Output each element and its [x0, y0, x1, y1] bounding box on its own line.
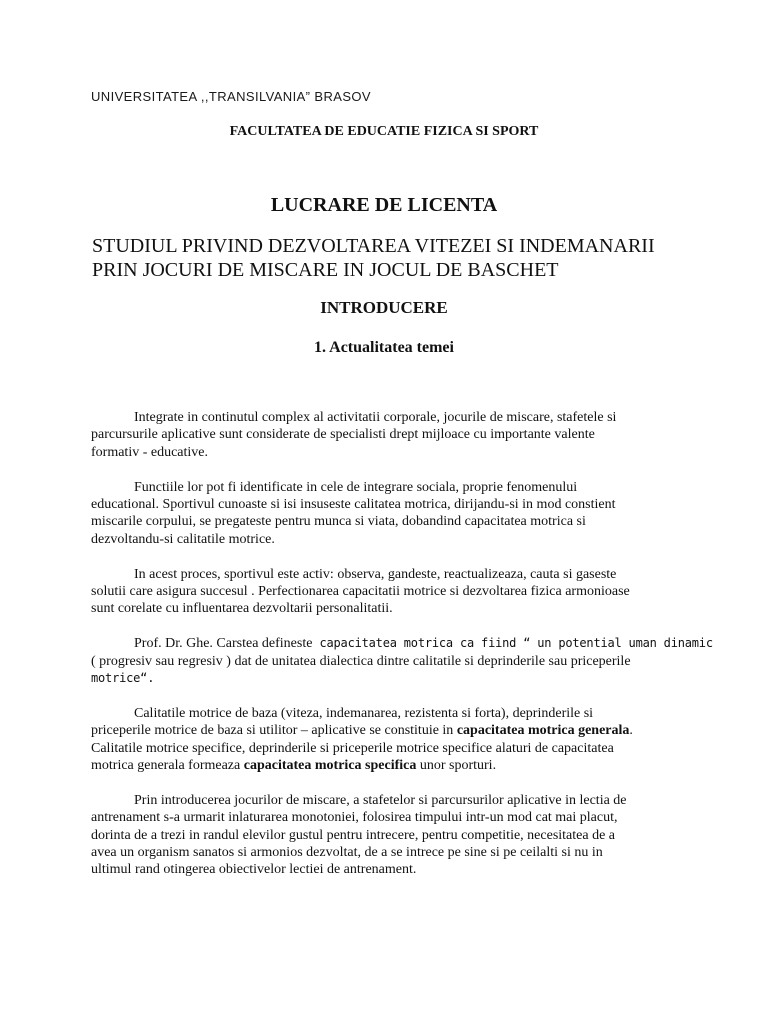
thesis-title — [92, 234, 692, 282]
paragraph-line: dorinta de a trezi in randul elevilor gustul pentru intrecere, pentru competitie, necesitatea de a — [91, 827, 616, 843]
paragraph-line: antrenament s-a urmarit inlaturarea monotoniei, folosirea timpului intr-un mod cat mai placut, — [91, 810, 618, 826]
paragraph-line — [91, 757, 681, 774]
paragraph-line: Calitatile motrice specifice, deprinderile si priceperile motrice specifice alaturi de capacitatea — [91, 740, 614, 756]
bold-term-capacitatea-motrica-generala: capacitatea motrica generala — [456, 723, 630, 739]
paragraph-line: sunt corelate cu influentarea dezvoltarii personalitatii. — [91, 601, 393, 617]
paragraph-line — [91, 635, 713, 652]
paragraph-line: miscarile corpului, se pregateste pentru munca si viata, dobandind capacitatea motrica si — [91, 514, 586, 530]
paragraph-line: formativ - educative. — [91, 444, 209, 460]
quote-attribution: Prof. Dr. Ghe. Carstea defineste — [134, 636, 313, 652]
paragraph-line: Calitatile motrice de baza (viteza, indemanarea, rezistenta si forta), deprinderile si — [134, 705, 594, 721]
paragraph-line: dezvoltandu-si calitatile motrice. — [91, 531, 275, 547]
paragraph-4 — [91, 635, 713, 687]
body-text — [91, 409, 713, 896]
university-name: UNIVERSITATEA ,,TRANSILVANIA” BRASOV — [91, 89, 371, 104]
paragraph-5 — [91, 705, 681, 775]
paragraph-2 — [91, 479, 681, 549]
paragraph-1 — [91, 409, 681, 461]
paragraph-line: solutii care asigura succesul . Perfectionarea capacitatii motrice si dezvoltarea fizica armonioase — [91, 584, 630, 600]
inline-text: motrica generala formeaza — [91, 758, 244, 774]
subsection-heading-actualitatea-temei: 1. Actualitatea temei — [314, 339, 454, 356]
paragraph-line — [91, 722, 681, 739]
inline-text: . — [629, 723, 633, 739]
paragraph-line: educational. Sportivul cunoaste si isi insuseste calitatea motrica, dirijandu-si in mod constient — [91, 497, 616, 513]
paragraph-line: motrice“. — [91, 671, 155, 686]
inline-text: priceperile motrice de baza si utilitor – aplicative se constituie in — [91, 723, 457, 739]
paragraph-line: avea un organism sanatos si armonios dezvoltat, de a se intrece pe sine si pe ceilalti si nu in — [91, 845, 603, 861]
inline-text: unor sporturi. — [416, 758, 497, 774]
paragraph-line: In acest proces, sportivul este activ: observa, gandeste, reactualizeaza, cauta si gaseste — [134, 566, 617, 582]
section-heading-introducere: INTRODUCERE — [320, 298, 448, 317]
paragraph-line: ultimul rand otingerea obiectivelor lectiei de antrenament. — [91, 862, 417, 878]
paragraph-line: Prin introducerea jocurilor de miscare, a stafetelor si parcursurilor aplicative in lectia de — [134, 792, 627, 808]
paragraph-line: parcursurile aplicative sunt considerate de specialisti drept mijloace cu importante valente — [91, 427, 595, 443]
paragraph-line: Integrate in continutul complex al activitatii corporale, jocurile de miscare, stafetele si — [134, 410, 617, 425]
thesis-title-line-1: STUDIUL PRIVIND DEZVOLTAREA VITEZEI SI INDEMANARII — [92, 235, 655, 257]
thesis-title-line-2: PRIN JOCURI DE MISCARE IN JOCUL DE BASCHET — [92, 259, 559, 281]
faculty-name: FACULTATEA DE EDUCATIE FIZICA SI SPORT — [229, 124, 539, 139]
quote-text: capacitatea motrica ca fiind “ un potential uman dinamic — [312, 636, 713, 651]
paragraph-line: Functiile lor pot fi identificate in cele de integrare sociala, proprie fenomenului — [134, 479, 578, 495]
paragraph-line: ( progresiv sau regresiv ) dat de unitatea dialectica dintre calitatile si deprinderile sau priceperile — [91, 653, 631, 669]
bold-term-capacitatea-motrica-specifica: capacitatea motrica specifica — [243, 758, 417, 774]
paragraph-3 — [91, 566, 681, 618]
paragraph-6 — [91, 792, 681, 879]
thesis-type-heading: LUCRARE DE LICENTA — [270, 194, 498, 216]
